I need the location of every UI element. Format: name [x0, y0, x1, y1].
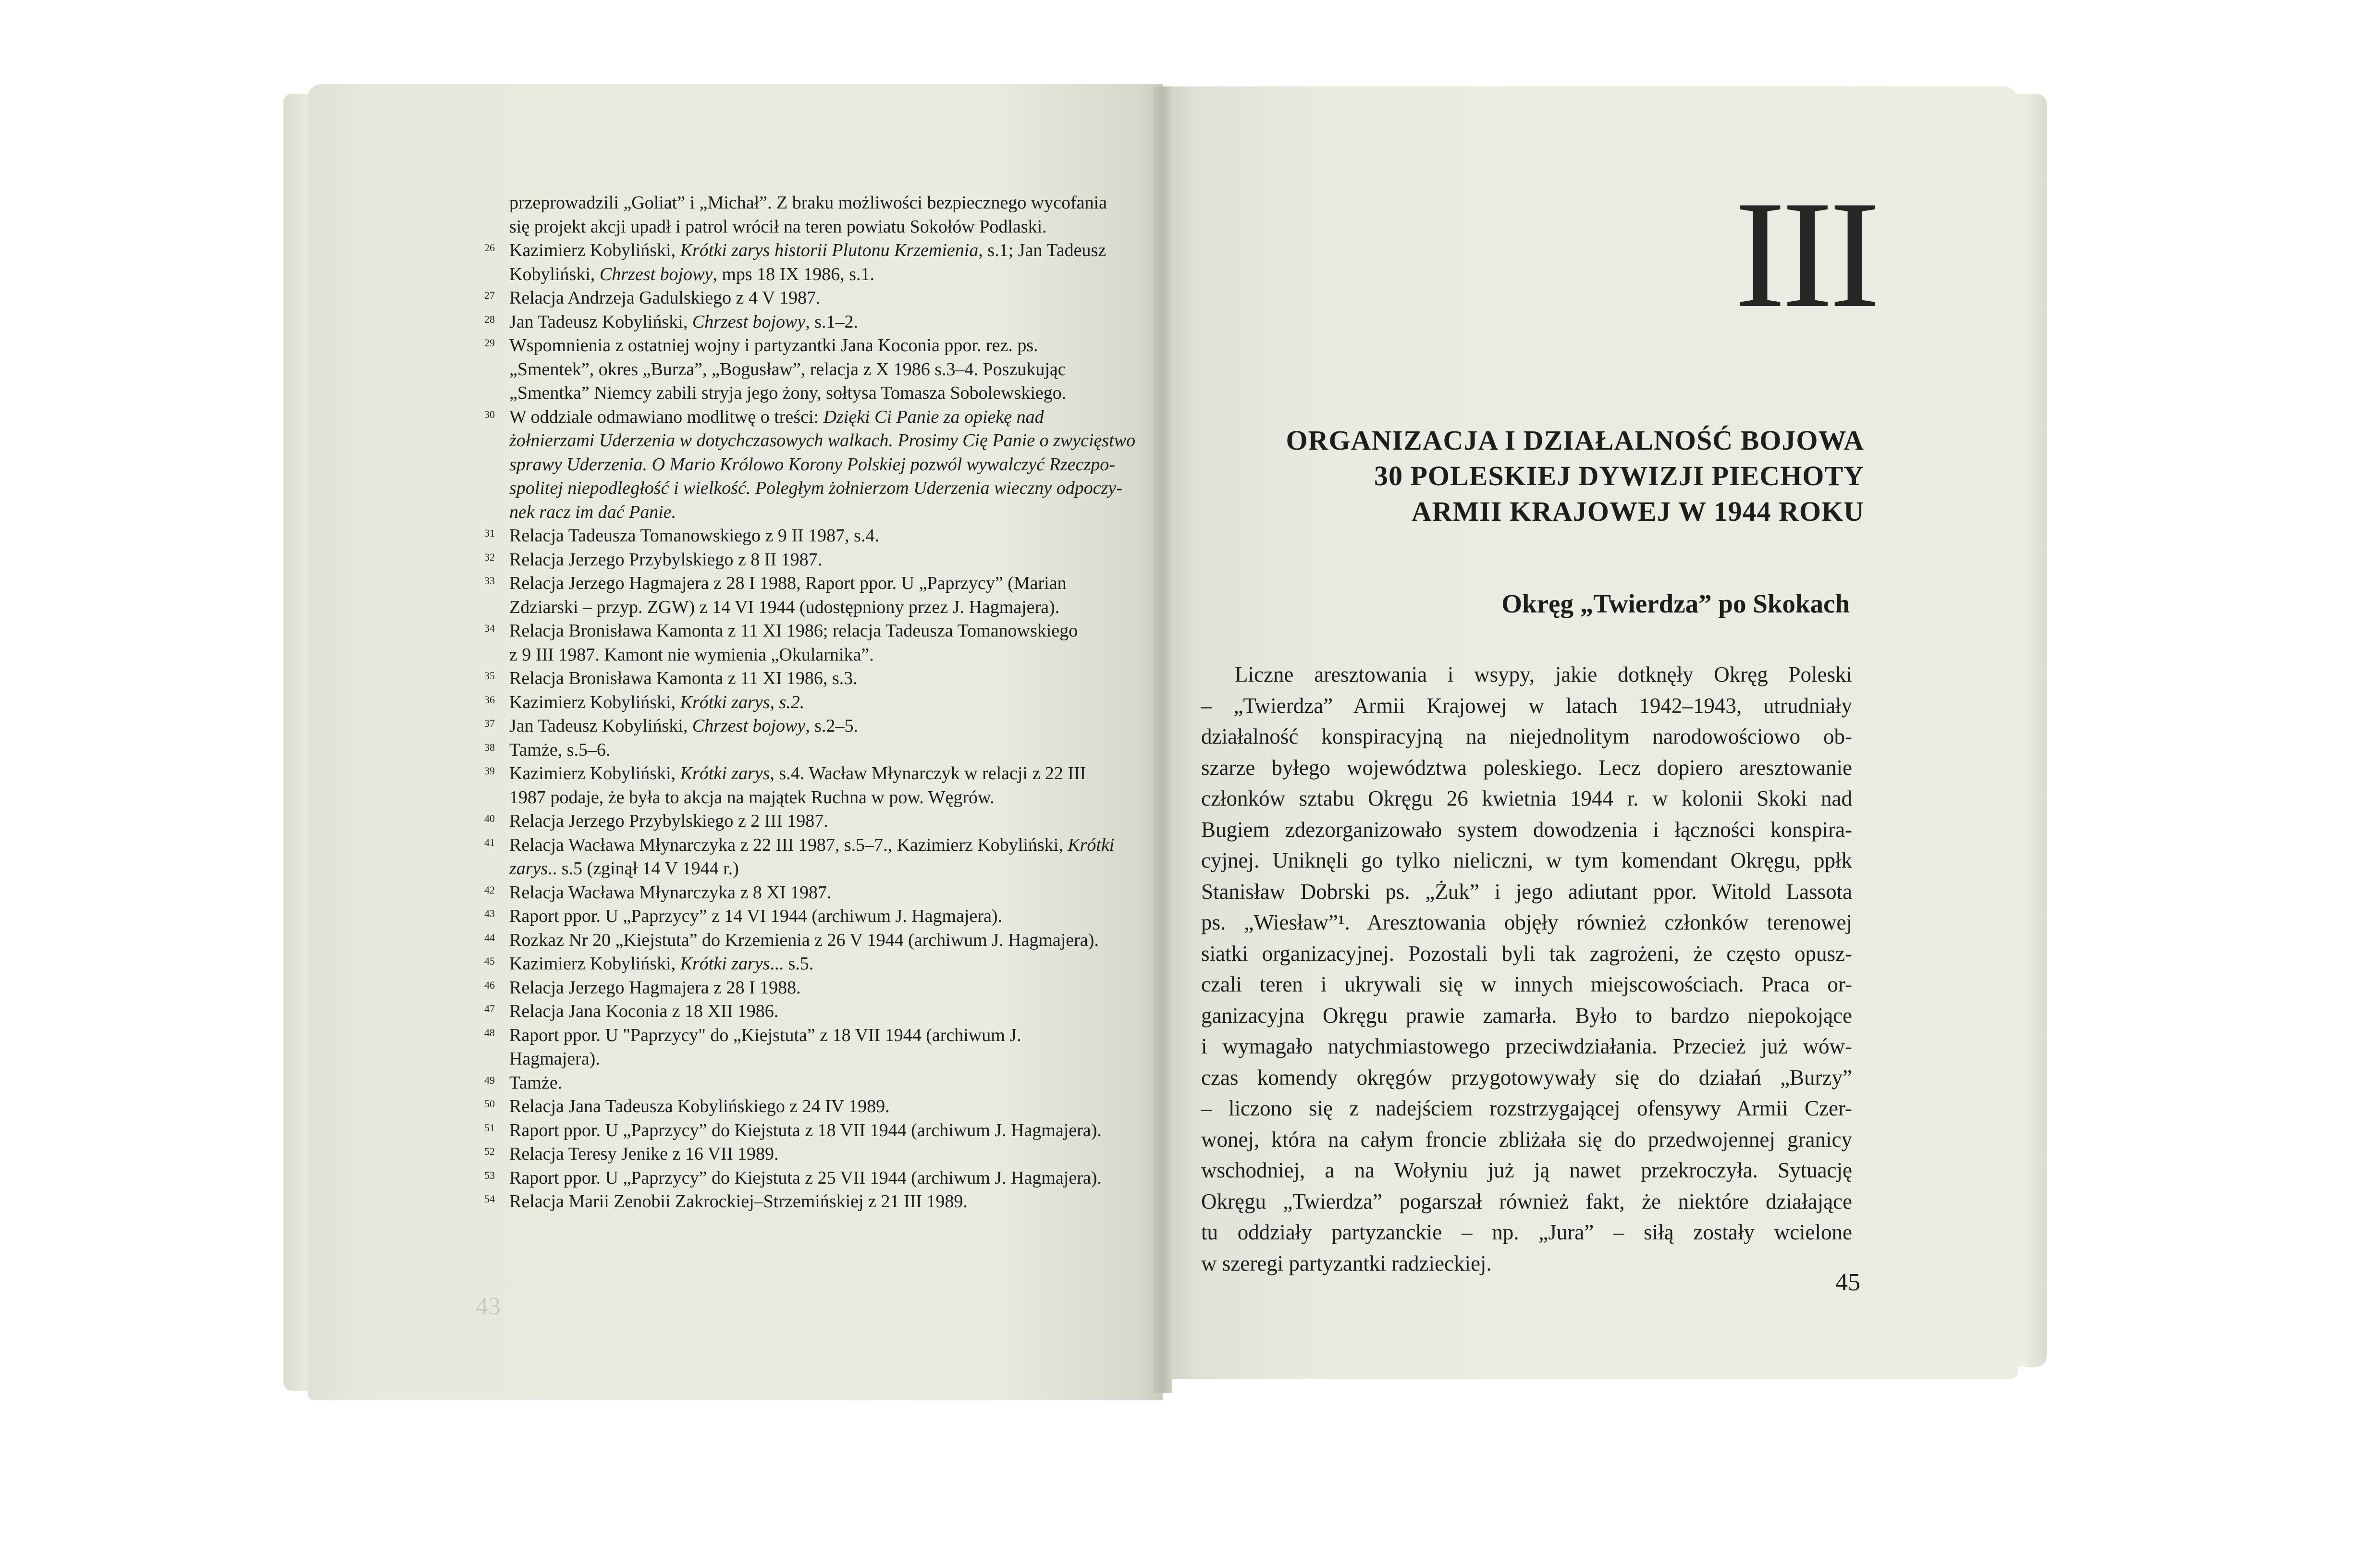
footnote — [484, 239, 1153, 286]
footnote-number: 43 — [484, 907, 495, 919]
body-line: siatki organizacyjnej. Pozostali byli tak zagrożeni, że często opusz- — [1201, 941, 1852, 966]
body-line: ganizacyjna Okręgu prawie zamarła. Było to bardzo niepokojące — [1201, 1003, 1852, 1028]
footnote-line: Relacja Wacława Młynarczyka z 8 XI 1987. — [509, 882, 832, 903]
footnote-number: 34 — [484, 622, 495, 634]
footnote-line: Relacja Teresy Jenike z 16 VII 1989. — [509, 1144, 779, 1164]
footnote-number: 29 — [484, 337, 495, 349]
footnote-line: Relacja Wacława Młynarczyka z 22 III 1987, s.5–7., Kazimierz Kobyliński, Krótki — [509, 834, 1115, 855]
footnote-line: Relacja Bronisława Kamonta z 11 XI 1986; relacja Tadeusza Tomanowskiego — [509, 621, 1078, 641]
footnote-line: Relacja Marii Zenobii Zakrockiej–Strzemińskiej z 21 III 1989. — [509, 1191, 968, 1212]
footnote-line: „Smentek”, okres „Burza”, „Bogusław”, relacja z X 1986 s.3–4. Poszukując — [509, 359, 1066, 380]
body-line: i wymagało natychmiastowego przeciwdziałania. Przecież już wów- — [1201, 1034, 1852, 1058]
footnote — [484, 1095, 1153, 1119]
footnote-line: Wspomnienia z ostatniej wojny i partyzantki Jana Koconia ppor. rez. ps. — [509, 335, 1038, 355]
footnote-number: 42 — [484, 883, 495, 896]
footnote-line: żołnierzami Uderzenia w dotychczasowych walkach. Prosimy Cię Panie o zwycięstwo — [509, 430, 1136, 451]
footnote — [484, 1142, 1153, 1166]
body-line: – liczono się z nadejściem rozstrzygającej ofensywy Armii Czer- — [1201, 1096, 1852, 1120]
footnote-number: 48 — [484, 1026, 495, 1039]
footnote-line: Hagmajera). — [509, 1049, 600, 1069]
footnote — [484, 738, 1153, 762]
footnote-number: 26 — [484, 242, 495, 254]
footnote-number: 32 — [484, 551, 495, 563]
body-line: – „Twierdza” Armii Krajowej w latach 1942–1943, utrudniały — [1201, 693, 1852, 718]
footnote — [484, 1166, 1153, 1190]
chapter-title — [1220, 423, 1864, 529]
footnote — [484, 929, 1153, 953]
footnote-line: przeprowadzili „Goliat” i „Michał”. Z braku możliwości bezpiecznego wycofania — [509, 193, 1107, 213]
body-paragraph — [1201, 659, 1852, 1279]
body-line: członków sztabu Okręgu 26 kwietnia 1944 r. w kolonii Skoki nad — [1201, 786, 1852, 810]
chapter-title-line: ORGANIZACJA I DZIAŁALNOŚĆ BOJOWA — [1286, 425, 1864, 456]
footnote-line: Relacja Andrzeja Gadulskiego z 4 V 1987. — [509, 288, 821, 308]
body-line: tu oddziały partyzanckie – np. „Jura” – siłą zostały wcielone — [1201, 1220, 1852, 1244]
footnote-line: Relacja Jana Tadeusza Kobylińskiego z 24 IV 1989. — [509, 1096, 890, 1116]
footnote-line: spolitej niepodległość i wielkość. Poległym żołnierzom Uderzenia wieczny odpoczy- — [509, 478, 1122, 498]
section-title: Okręg „Twierdza” po Skokach — [1501, 589, 1850, 618]
body-line: Stanisław Dobrski ps. „Żuk” i jego adiutant ppor. Witold Lassota — [1201, 879, 1852, 904]
footnote — [484, 1071, 1153, 1095]
footnote — [484, 833, 1153, 881]
footnote — [484, 714, 1153, 738]
footnotes-list — [484, 191, 1153, 1214]
footnote-line: Raport ppor. U „Paprzycy” do Kiejstuta z 18 VII 1944 (archiwum J. Hagmajera). — [509, 1120, 1102, 1140]
body-line: wonej, która na całym froncie zbliżała się do przedwojennej granicy — [1201, 1127, 1852, 1152]
footnote-number: 52 — [484, 1145, 495, 1157]
footnote — [484, 952, 1153, 976]
footnote — [484, 334, 1153, 405]
body-line: Bugiem zdezorganizowało system dowodzenia i łączności konspira- — [1201, 817, 1852, 842]
body-line: w szeregi partyzantki radzieckiej. — [1201, 1251, 1492, 1275]
footnote — [484, 809, 1153, 833]
footnote-number: 35 — [484, 670, 495, 682]
footnote — [484, 1024, 1153, 1071]
chapter-number: III — [1734, 170, 1877, 340]
footnote-line: Raport ppor. U "Paprzycy" do „Kiejstuta” z 18 VII 1944 (archiwum J. — [509, 1025, 1021, 1045]
footnote-line: się projekt akcji upadł i patrol wrócił na teren powiatu Sokołów Podlaski. — [509, 216, 1047, 237]
footnote-number: 31 — [484, 527, 495, 539]
body-line: wschodniej, a na Wołyniu już ją nawet przekroczyła. Sytuację — [1201, 1158, 1852, 1182]
body-line: Okręgu „Twierdza” pogarszał również fakt, że niektóre działające — [1201, 1189, 1852, 1213]
footnote-line: Relacja Jerzego Hagmajera z 28 I 1988, Raport ppor. U „Paprzycy” (Marian — [509, 573, 1067, 593]
right-page-number: 45 — [1835, 1269, 1860, 1296]
footnote — [484, 691, 1153, 715]
footnote-line: W oddziale odmawiano modlitwę o treści: Dzięki Ci Panie za opiekę nad — [509, 406, 1044, 427]
footnote-line: „Smentka” Niemcy zabili stryja jego żony, sołtysa Tomasza Sobolewskiego. — [509, 383, 1067, 403]
footnote — [484, 976, 1153, 1000]
footnote-line: Relacja Tadeusza Tomanowskiego z 9 II 1987, s.4. — [509, 526, 879, 546]
footnote-number: 30 — [484, 408, 495, 420]
footnote-line: Kazimierz Kobyliński, Krótki zarys... s.5. — [509, 954, 814, 974]
book-gutter — [1153, 86, 1172, 1393]
footnote — [484, 548, 1153, 572]
footnote-line: sprawy Uderzenia. O Mario Królowo Korony Polskiej pozwól wywalczyć Rzeczpo- — [509, 454, 1115, 475]
footnote — [484, 619, 1153, 667]
footnote-number: 41 — [484, 836, 495, 848]
footnote-line: Rozkaz Nr 20 „Kiejstuta” do Krzemienia z 26 V 1944 (archiwum J. Hagmajera). — [509, 930, 1099, 950]
footnote-number: 46 — [484, 979, 495, 991]
footnote-line: z 9 III 1987. Kamont nie wymienia „Okularnika”. — [509, 644, 874, 665]
footnote-line: nek racz im dać Panie. — [509, 502, 676, 522]
footnote-number: 38 — [484, 741, 495, 753]
footnote-number: 51 — [484, 1121, 495, 1134]
body-line: szarze byłego województwa poleskiego. Lecz dopiero aresztowanie — [1201, 755, 1852, 780]
footnote — [484, 1190, 1153, 1214]
footnote-line: Raport ppor. U „Paprzycy” z 14 VI 1944 (archiwum J. Hagmajera). — [509, 906, 1003, 926]
footnote — [484, 667, 1153, 691]
footnote-line: Relacja Jana Koconia z 18 XII 1986. — [509, 1001, 779, 1021]
footnote-line: Jan Tadeusz Kobyliński, Chrzest bojowy, s.1–2. — [509, 311, 859, 332]
footnote-line: Kazimierz Kobyliński, Krótki zarys, s.2. — [509, 692, 805, 712]
footnote-line: Relacja Bronisława Kamonta z 11 XI 1986, s.3. — [509, 668, 858, 688]
footnote — [484, 1119, 1153, 1143]
body-line: czas komendy okręgów przygotowywały się do działań „Burzy” — [1201, 1065, 1852, 1090]
footnote-number: 44 — [484, 931, 495, 943]
footnote-number: 27 — [484, 289, 495, 301]
chapter-title-line: 30 POLESKIEJ DYWIZJI PIECHOTY — [1374, 460, 1864, 491]
footnote-line: Kazimierz Kobyliński, Krótki zarys historii Plutonu Krzemienia, s.1; Jan Tadeusz — [509, 240, 1106, 260]
footnote-line: Tamże. — [509, 1072, 563, 1093]
footnote-line: Tamże, s.5–6. — [509, 739, 611, 760]
footnote-number: 33 — [484, 575, 495, 587]
chapter-title-line: ARMII KRAJOWEJ W 1944 ROKU — [1411, 496, 1864, 527]
footnote-line: zarys.. s.5 (zginął 14 V 1944 r.) — [509, 858, 739, 879]
footnote — [484, 905, 1153, 929]
footnote-number: 54 — [484, 1193, 495, 1205]
footnote-number: 49 — [484, 1074, 495, 1086]
footnote-number: 45 — [484, 955, 495, 967]
left-page-number: 43 — [476, 1293, 501, 1320]
footnote-number: 47 — [484, 1003, 495, 1015]
footnote — [484, 310, 1153, 334]
footnote-line: Raport ppor. U „Paprzycy” do Kiejstuta z 25 VII 1944 (archiwum J. Hagmajera). — [509, 1167, 1102, 1188]
footnote-line: Relacja Jerzego Hagmajera z 28 I 1988. — [509, 977, 801, 998]
footnote — [484, 405, 1153, 525]
body-line: cyjnej. Uniknęli go tylko nieliczni, w tym komendant Okręgu, ppłk — [1201, 848, 1852, 872]
footnote — [509, 191, 1153, 239]
footnote — [484, 881, 1153, 905]
body-line: Liczne aresztowania i wsypy, jakie dotknęły Okręg Poleski — [1235, 662, 1852, 686]
footnote-number: 37 — [484, 717, 495, 729]
footnote-line: Kazimierz Kobyliński, Krótki zarys, s.4. Wacław Młynarczyk w relacji z 22 III — [509, 763, 1086, 784]
footnote — [484, 286, 1153, 310]
footnote-number: 53 — [484, 1169, 495, 1181]
footnote — [484, 572, 1153, 619]
footnote-line: Kobyliński, Chrzest bojowy, mps 18 IX 1986, s.1. — [509, 264, 875, 284]
footnote-line: Jan Tadeusz Kobyliński, Chrzest bojowy, s.2–5. — [509, 716, 859, 736]
footnote-line: 1987 podaje, że była to akcja na majątek Ruchna w pow. Węgrów. — [509, 787, 995, 808]
footnote-line: Relacja Jerzego Przybylskiego z 2 III 1987. — [509, 811, 828, 831]
footnote-number: 36 — [484, 693, 495, 706]
footnote — [484, 524, 1153, 548]
body-line: ps. „Wiesław”¹. Aresztowania objęły również członków terenowej — [1201, 910, 1852, 934]
footnote — [484, 1000, 1153, 1024]
footnote-number: 28 — [484, 313, 495, 325]
footnote-line: Relacja Jerzego Przybylskiego z 8 II 1987. — [509, 549, 823, 570]
body-line: działalność konspiracyjną na niejednolitym narodowościowo ob- — [1201, 724, 1852, 748]
footnote-number: 50 — [484, 1098, 495, 1110]
footnote-number: 40 — [484, 812, 495, 824]
body-line: czali teren i ukrywali się w innych miejscowościach. Praca or- — [1201, 972, 1852, 996]
footnote — [484, 762, 1153, 809]
footnote-number: 39 — [484, 765, 495, 777]
footnote-line: Zdziarski – przyp. ZGW) z 14 VI 1944 (udostępniony przez J. Hagmajera). — [509, 597, 1060, 617]
